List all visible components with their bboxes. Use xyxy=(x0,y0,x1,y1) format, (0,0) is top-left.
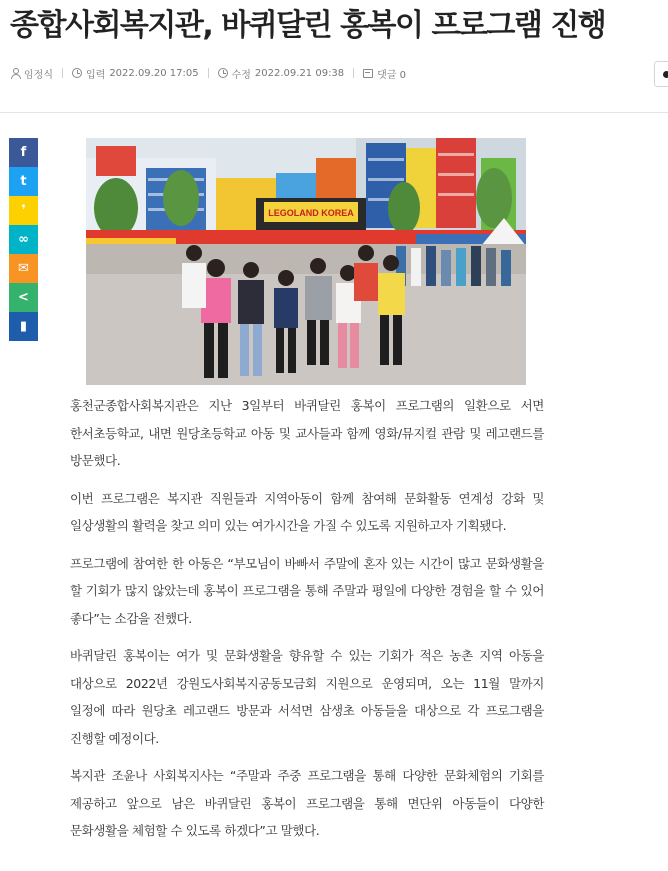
facebook-icon: f xyxy=(20,145,27,160)
share-more-button[interactable] xyxy=(9,283,38,312)
meta-divider xyxy=(62,68,63,78)
comments-info[interactable] xyxy=(363,66,406,81)
meta-divider xyxy=(353,68,354,78)
modified-date: 2022.09.21 09:38 xyxy=(254,67,345,79)
meta-divider xyxy=(208,68,209,78)
photo-sign: LEGOLAND KOREA xyxy=(268,208,354,218)
article-paragraph: 이번 프로그램은 복지관 직원들과 지역아동이 함께 참여해 문화활동 연계성 강화 및 일상생활의 활력을 찾고 의미 있는 여가시간을 가질 수 있도록 지원하고자 기획됐다. xyxy=(70,490,544,533)
link-icon: ∞ xyxy=(18,232,29,247)
author-info xyxy=(10,66,53,81)
dot-icon xyxy=(663,71,668,78)
comment-icon xyxy=(363,68,373,78)
published-label: 입력 xyxy=(85,69,106,81)
modified-info xyxy=(218,66,345,81)
header-divider xyxy=(0,112,668,113)
published-date: 2022.09.20 17:05 xyxy=(109,67,199,79)
author-name[interactable]: 임정식 xyxy=(24,69,53,81)
comments-count[interactable]: 댓글 0 xyxy=(377,69,407,81)
modified-label: 수정 xyxy=(231,69,251,81)
person-icon xyxy=(10,68,20,78)
article-photo xyxy=(86,138,526,385)
article-paragraph: 프로그램에 참여한 한 아동은 “부모님이 바빠서 주말에 혼자 있는 시간이 많고 문화생활을 할 기회가 많지 않았는데 홍복이 프로그램을 통해 주말과 평일에 다양한 경험을 할 수 있어 좋다”는 소감을 전했다. xyxy=(70,555,544,626)
share-facebook-button[interactable] xyxy=(9,138,38,167)
share-bar xyxy=(9,138,38,341)
kakaostory-icon: ❜ xyxy=(21,203,26,218)
twitter-icon: t xyxy=(20,174,27,189)
share-email-button[interactable] xyxy=(9,254,38,283)
article-title: 종합사회복지관, 바퀴달린 홍복이 프로그램 진행 xyxy=(10,8,606,43)
article-meta xyxy=(10,62,406,84)
share-icon: < xyxy=(18,290,29,305)
email-icon: ✉ xyxy=(18,261,29,276)
published-info xyxy=(72,66,199,81)
article-paragraph: 복지관 조윤나 사회복지사는 “주말과 주중 프로그램을 통해 다양한 문화체험의 기회를 제공하고 앞으로 남은 바퀴달린 홍복이 프로그램을 통해 면단위 아동들이 다양한 문화생활을 체험할 수 있도록 하겠다”고 말했다. xyxy=(70,768,544,838)
copy-link-button[interactable] xyxy=(9,225,38,254)
font-size-button[interactable] xyxy=(654,61,668,87)
clock-icon xyxy=(218,68,228,78)
article-paragraph: 홍천군종합사회복지관은 지난 3일부터 바퀴달린 홍복이 프로그램의 일환으로 서면 한서초등학교, 내면 원당초등학교 아동 및 교사들과 함께 영화/뮤지컬 관람 및 레고랜드를 방문했다. xyxy=(70,398,544,468)
bookmark-button[interactable] xyxy=(9,312,38,341)
share-twitter-button[interactable] xyxy=(9,167,38,196)
bookmark-icon: ▮ xyxy=(19,319,28,334)
article-body xyxy=(70,392,544,855)
share-kakaostory-button[interactable] xyxy=(9,196,38,225)
clock-icon xyxy=(72,68,82,78)
article-paragraph: 바퀴달린 홍복이는 여가 및 문화생활을 향유할 수 있는 기회가 적은 농촌 지역 아동을 대상으로 2022년 강원도사회복지공동모금회 지원으로 운영되며, 오는 11월 말까지 일정에 따라 원당초 레고랜드 방문과 서석면 삼생초 아동들을 대상으로 각 프로그램을 진행할 예정이다. xyxy=(70,648,544,746)
